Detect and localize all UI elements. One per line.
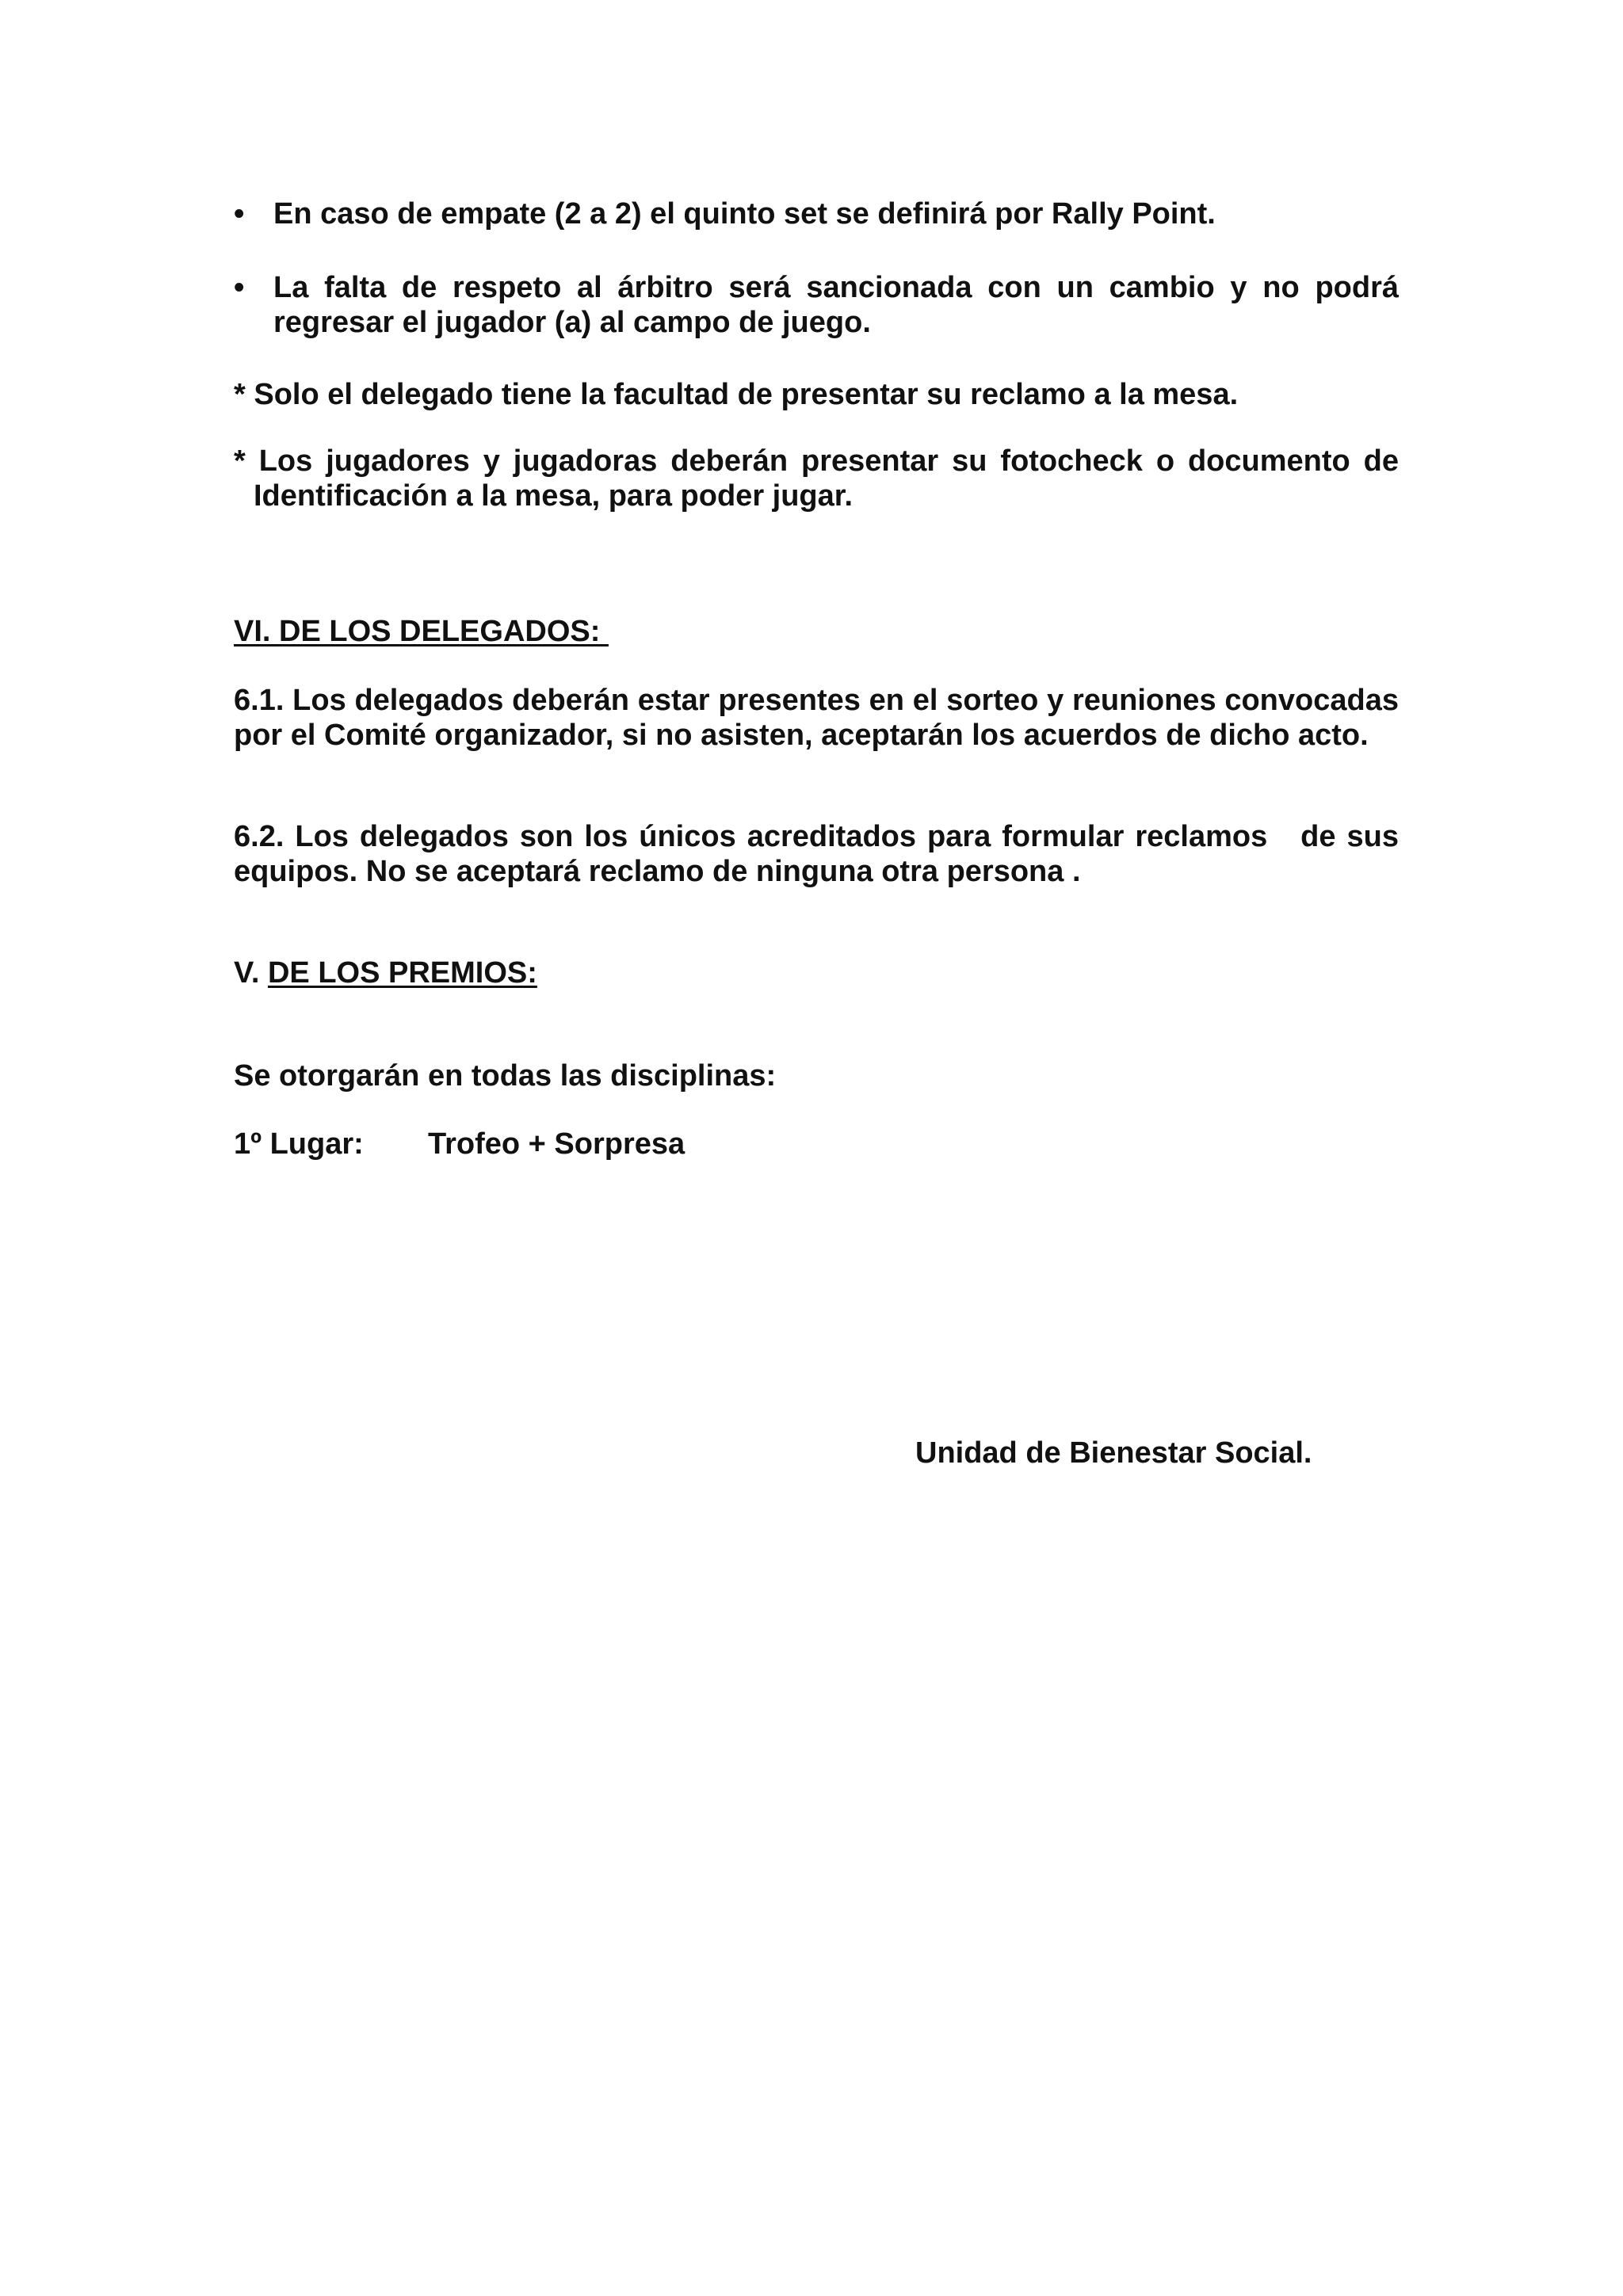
bullet-symbol: • <box>234 197 245 231</box>
note-item <box>234 377 1399 412</box>
section-heading-delegados <box>234 614 1399 649</box>
prizes-intro: Se otorgarán en todas las disciplinas: <box>234 1059 777 1093</box>
paragraph-6-1: 6.1. Los delegados deberán estar presentes en el sorteo y reuniones convocadas por el Comité organizador, si no asisten, aceptarán los acuerdos de dicho acto. <box>234 684 1399 752</box>
section-heading-text: VI. DE LOS DELEGADOS: <box>234 615 609 648</box>
prize-line <box>234 1127 1399 1161</box>
bullet-text: La falta de respeto al árbitro será sancionada con un cambio y no podrá regresar el jugador (a) al campo de juego. <box>273 271 1399 339</box>
section-heading-premios <box>234 955 1399 990</box>
section-number: V. <box>234 956 268 990</box>
prize-value: Trofeo + Sorpresa <box>428 1127 685 1161</box>
note-text: * Solo el delegado tiene la facultad de presentar su reclamo a la mesa. <box>234 378 1239 411</box>
bullet-symbol: • <box>234 271 245 304</box>
bullet-item <box>234 196 1399 231</box>
prize-place-label: 1º Lugar: <box>234 1127 364 1161</box>
note-item <box>234 444 1399 513</box>
paragraph-6-2: 6.2. Los delegados son los únicos acreditados para formular reclamos de sus equipos. No se aceptará reclamo de ninguna otra persona . <box>234 820 1407 888</box>
bullet-item <box>234 270 1399 340</box>
note-text-continued: Identificación a la mesa, para poder jugar. <box>254 479 854 513</box>
bullet-text: En caso de empate (2 a 2) el quinto set se definirá por Rally Point. <box>273 197 1216 231</box>
signature-line: Unidad de Bienestar Social. <box>915 1436 1312 1470</box>
note-text: * Los jugadores y jugadoras deberán presentar su fotocheck o documento de <box>234 444 1399 478</box>
section-heading-text: DE LOS PREMIOS: <box>267 956 537 990</box>
